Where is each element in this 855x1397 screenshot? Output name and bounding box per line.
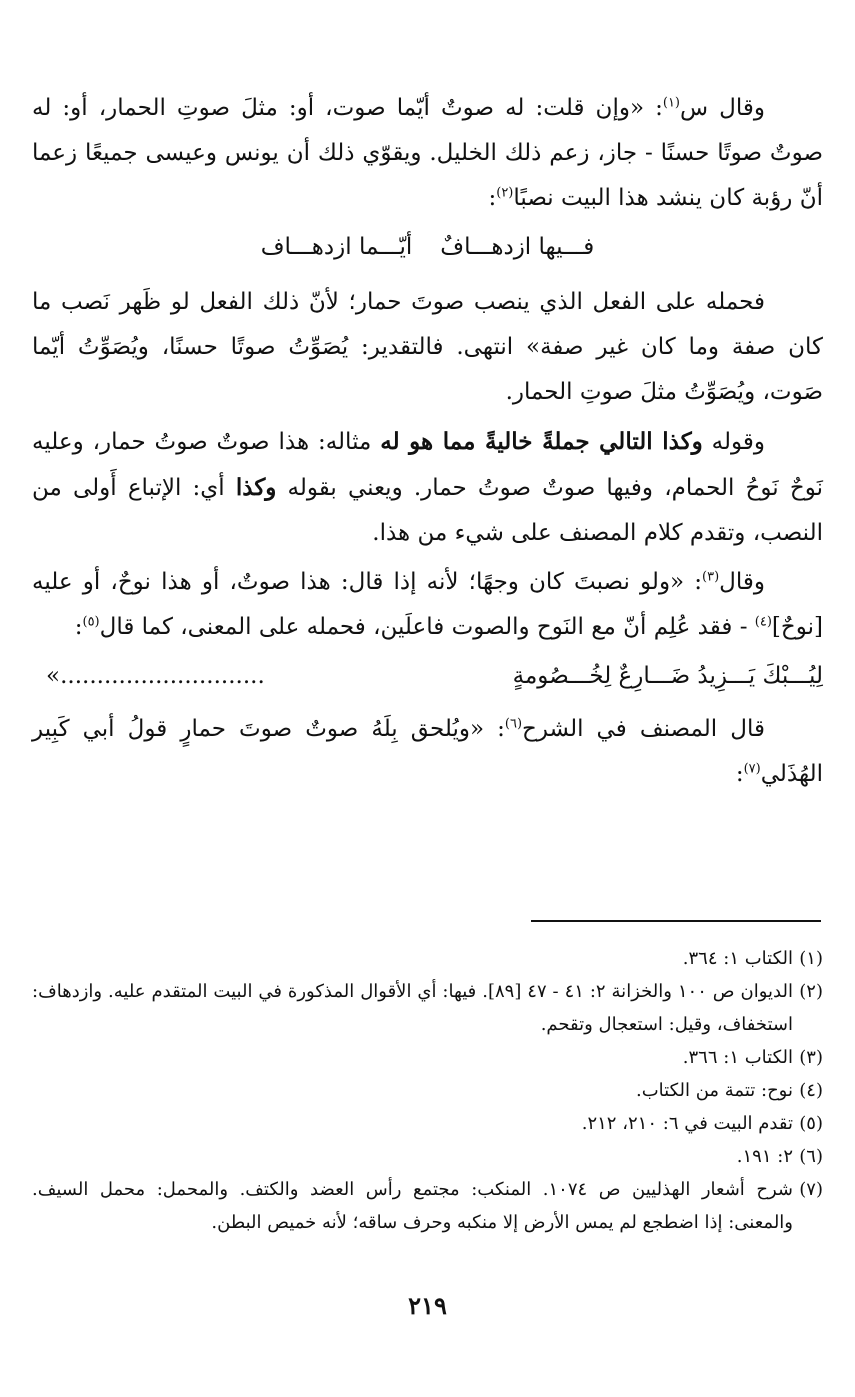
footnote-7 (32, 1173, 823, 1239)
footnote-ref-5[interactable]: (٥) (82, 614, 100, 630)
p5-text-c: : (735, 761, 744, 787)
paragraph-3 (32, 419, 823, 556)
p4-text-d: : (74, 614, 83, 640)
p1-text-a: وقال س (680, 95, 765, 121)
footnote-number: (٧) (799, 1179, 823, 1200)
p3-text-a: وقوله (702, 429, 765, 455)
verse-1-second-hemistich: أيّـــما ازدهـــاف (260, 234, 413, 260)
footnote-1 (32, 942, 823, 975)
footnote-text: الديوان ص ١٠٠ والخزانة ٢: ٤١ - ٤٧ [٨٩]. فيها: أي الأقوال المذكورة في البيت المتقدم عليه. وازدهاف: استخفاف، وقيل: استعجال وتقحم. (32, 981, 793, 1035)
p4-text-a: وقال (719, 569, 765, 595)
footnote-number: (١) (799, 948, 823, 969)
paragraph-5 (32, 707, 823, 797)
p3-text-c: أي: الإتباع أَولى من النصب، وتقدم كلام المصنف على شيء من هذا. (32, 475, 823, 546)
p5-text-a: قال المصنف في الشرح (522, 716, 766, 742)
footnote-6 (32, 1140, 823, 1173)
footnote-ref-1[interactable]: (١) (662, 95, 680, 111)
paragraph-1 (32, 86, 823, 221)
footnote-number: (٢) (799, 981, 823, 1002)
footnote-number: (٥) (799, 1113, 823, 1134)
footnote-separator (531, 920, 821, 922)
footnote-5 (32, 1107, 823, 1140)
main-text (32, 86, 823, 801)
p1-text-c: : (488, 185, 497, 211)
paragraph-4 (32, 560, 823, 650)
footnote-3 (32, 1041, 823, 1074)
footnote-number: (٤) (799, 1080, 823, 1101)
footnote-text: ٢: ١٩١. (736, 1146, 793, 1167)
p1-text-b: : «وإن قلت: له صوتٌ أيّما صوت، أو: مثلَ صوتِ الحمار، أو: له صوتٌ صوتًا حسنًا - جاز، زعم ذلك الخليل. ويقوّي ذلك أن يونس وعيسى جميعًا زعما أنّ رؤبة كان ينشد هذا البيت نصبًا (32, 95, 823, 211)
footnote-number: (٦) (799, 1146, 823, 1167)
footnote-text: نوح: تتمة من الكتاب. (635, 1080, 793, 1101)
footnote-2 (32, 975, 823, 1041)
footnote-4 (32, 1074, 823, 1107)
footnote-text: الكتاب ١: ٣٦٤. (682, 948, 793, 969)
p4-text-b: : «ولو نصبتَ كان وجهًا؛ لأنه إذا قال: هذا صوتٌ، أو هذا نوحٌ، أو عليه [نوحٌ] (32, 569, 823, 640)
footnote-ref-6[interactable]: (٦) (504, 716, 523, 732)
page-number: ٢١٩ (408, 1291, 447, 1320)
verse-2-ellipsis: ............................» (46, 663, 265, 689)
footnote-text: شرح أشعار الهذليين ص ١٠٧٤. المنكب: مجتمع رأس العضد والكتف. والمحمل: محمل السيف. والمعنى: إذا اضطجع لم يمس الأرض إلا منكبه وحرف ساقه؛ لأنه خميص البطن. (32, 1179, 793, 1233)
footnote-ref-3[interactable]: (٣) (702, 569, 720, 585)
verse-2 (32, 654, 823, 699)
footnote-text: الكتاب ١: ٣٦٦. (682, 1047, 793, 1068)
paragraph-2: فحمله على الفعل الذي ينصب صوتَ حمار؛ لأنّ ذلك الفعل لو ظَهر نَصب ما كان صفة وما كان غير صفة» انتهى. فالتقدير: يُصَوِّتُ صوتًا حسنًا، ويُصَوِّتُ أيّما صَوت، ويُصَوِّتُ مثلَ صوتِ الحمار. (32, 289, 823, 405)
p3-text-b: مثاله: هذا صوتٌ صوتُ حمار، وعليه نَوحٌ نَوحُ الحمام، وفيها صوتٌ صوتُ حمار. ويعني بقوله (32, 429, 823, 501)
verse-2-first-hemistich: لِيُـــبْكَ يَـــزِيدُ ضَـــارِعٌ لِخُـــصُومةٍ (512, 663, 823, 689)
p3-quoted-matn: وكذا التالي جملةً خاليةً مما هو له (380, 428, 703, 455)
footnotes (32, 942, 823, 1239)
footnote-text: تقدم البيت في ٦: ٢١٠، ٢١٢. (581, 1113, 793, 1134)
p3-quoted-word: وكذا (235, 474, 277, 501)
footnote-ref-4[interactable]: (٤) (754, 614, 772, 630)
footnote-ref-7[interactable]: (٧) (743, 761, 761, 777)
p4-text-c: - فقد عُلِم أنّ مع النَوح والصوت فاعلَين، فحمله على المعنى، كما قال (99, 614, 755, 640)
verse-1 (32, 225, 823, 270)
footnote-number: (٣) (799, 1047, 823, 1068)
footnote-ref-2[interactable]: (٢) (496, 185, 514, 201)
verse-1-first-hemistich: فـــيها ازدهـــافٌ (440, 234, 595, 260)
p5-text-b: : «ويُلحق بِلَهُ صوتٌ صوتَ حمارٍ قولُ أبي كَبِير الهُذَلي (32, 716, 823, 787)
